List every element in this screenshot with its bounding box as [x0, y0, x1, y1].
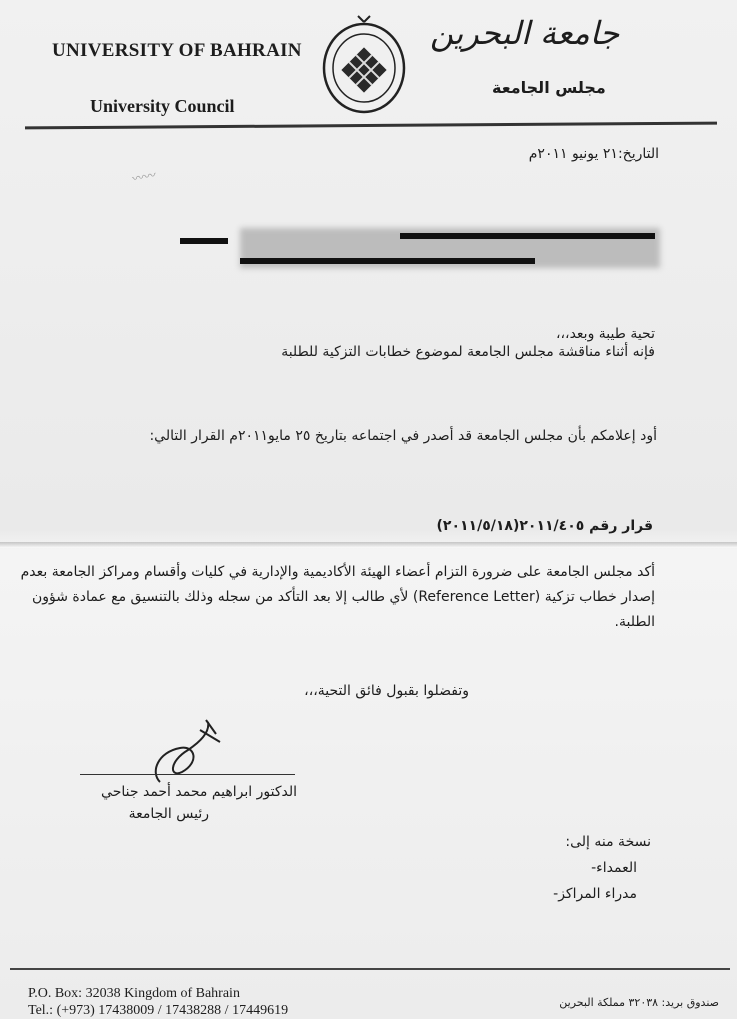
- subject-line: فإنه أثناء مناقشة مجلس الجامعة لموضوع خطابات التزكية للطلبة: [281, 344, 655, 360]
- decision-body: أكد مجلس الجامعة على ضرورة التزام أعضاء الهيئة الأكاديمية والإدارية في كليات وأقسام ومراكز الجامعة بعدم إصدار خطاب تزكية (Reference Letter) لأي طالب إلا بعد التأكد من سجله وذلك بالتنسيق مع عمادة شؤون الطلبة.: [20, 564, 655, 630]
- footer-address-en: [28, 985, 288, 1019]
- copy-to-item: العمداء-: [591, 860, 637, 876]
- university-name-ar: جامعة البحرين: [430, 14, 620, 52]
- redaction-bar: [240, 258, 535, 264]
- po-box-ar: صندوق بريد: ٣٢٠٣٨ مملكة البحرين: [559, 996, 719, 1009]
- greeting-line: تحية طيبة وبعد،،،: [556, 326, 655, 342]
- telephone-en: Tel.: (+973) 17438009 / 17438288 / 17449619: [28, 1003, 289, 1018]
- council-name-en: University Council: [90, 96, 235, 116]
- header-divider: [25, 122, 717, 130]
- letter-date: التاريخ:٢١ يونيو ٢٠١١م: [528, 146, 659, 162]
- signer-name: الدكتور ابراهيم محمد أحمد جناحي: [101, 784, 297, 800]
- closing-line: وتفضلوا بقبول فائق التحية،،،: [304, 683, 469, 699]
- footer-divider: [10, 968, 730, 970]
- inform-paragraph: أود إعلامكم بأن مجلس الجامعة قد أصدر في اجتماعه بتاريخ ٢٥ مايو٢٠١١م القرار التالي:: [149, 428, 657, 444]
- signature-line: [80, 774, 295, 775]
- po-box-en: P.O. Box: 32038 Kingdom of Bahrain: [28, 986, 240, 1001]
- university-name-en: UNIVERSITY OF BAHRAIN: [52, 40, 302, 61]
- redaction-bar: [400, 233, 655, 239]
- signer-title: رئيس الجامعة: [128, 806, 209, 822]
- paper-fold: [0, 542, 737, 548]
- university-seal-icon: [318, 14, 410, 118]
- council-name-ar: مجلس الجامعة: [492, 78, 606, 97]
- redaction-bar: [180, 238, 228, 244]
- copy-to-item: مدراء المراكز-: [553, 886, 637, 902]
- decision-title: قرار رقم ٢٠١١/٤٠٥(٢٠١١/٥/١٨): [436, 518, 653, 534]
- copy-to-title: نسخة منه إلى:: [565, 834, 651, 850]
- handwritten-note-icon: 〰〰: [131, 168, 158, 186]
